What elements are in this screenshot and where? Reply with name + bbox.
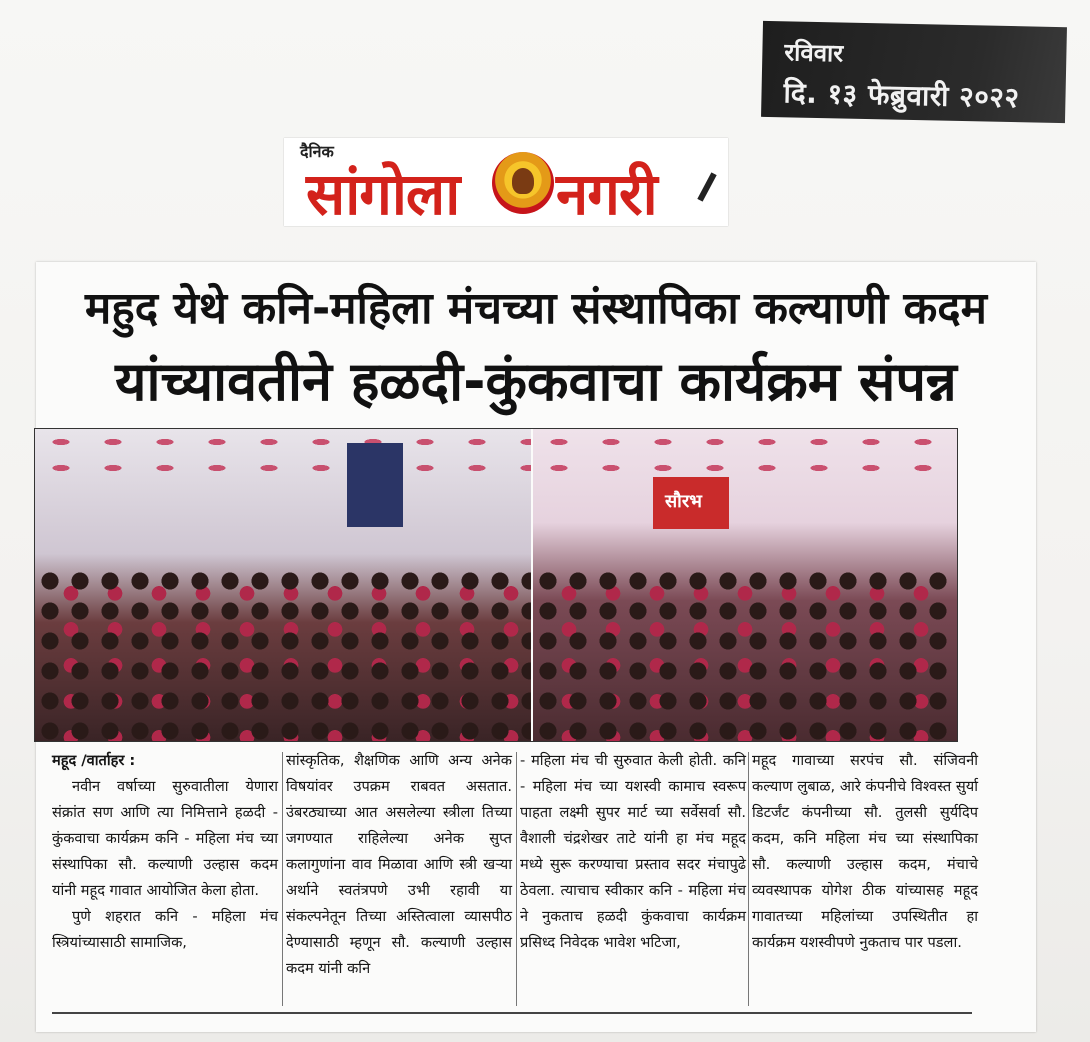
newspaper-masthead <box>284 138 728 226</box>
masthead-name-left: सांगोला <box>306 160 460 228</box>
article-column-4 <box>752 748 978 1010</box>
article-column-1 <box>52 748 278 1010</box>
article-paragraph: सांस्कृतिक, शैक्षणिक आणि अन्य अनेक विषयांवर उपक्रम राबवत असतात. उंबरठ्याच्या आत असलेल्या स्त्रीला तिच्या जगण्यात राहिलेल्या अनेक सुप्त कलागुणांना वाव मिळावा आणि स्त्री खऱ्या अर्थाने स्वतंत्रपणे उभी रहावी या संकल्पनेतून तिच्या अस्तित्वाला व्यासपीठ देण्यासाठी म्हणून सौ. कल्याणी उल्हास कदम यांनी कनि <box>286 752 512 977</box>
banner-text: सौरभ <box>665 491 702 512</box>
stage-banner <box>653 477 729 529</box>
article-paragraph: महूद गावाच्या सरपंच सौ. संजिवनी कल्याण लुबाळ, आरे कंपनीचे विश्वस्त सुर्या डिटर्जंट कंपनीच्या सौ. तुलसी सुर्यदिप कदम, कनि महिला मंच च्या संस्थापिका सौ. कल्याणी उल्हास कदम, मंचाचे व्यवस्थापक योगेश ठीक यांच्यासह महूद गावातच्या महिलांच्या उपस्थितीत हा कार्यक्रम यशस्वीपणे नुकताच पार पडला. <box>752 752 978 951</box>
article-dateline: महूद /वार्ताहर : <box>52 752 136 769</box>
photo-group-audience <box>533 429 957 741</box>
article-paragraph: नवीन वर्षाच्या सुरुवातीला येणारा संक्रांत सण आणि त्या निमित्ताने हळदी - कुंकवाचा कार्यक्रम कनि - महिला मंच च्या संस्थापिका सौ. कल्याणी उल्हास कदम यांनी महूद गावात आयोजित केला होता. <box>52 778 278 899</box>
date-day: रविवार <box>784 38 844 68</box>
article-column-3 <box>520 748 746 1010</box>
masthead-prefix: दैनिक <box>300 142 334 161</box>
article-body <box>52 748 978 1010</box>
bottom-rule <box>52 1012 972 1014</box>
date-box <box>761 21 1067 123</box>
date-full: दि. १३ फेब्रुवारी २०२२ <box>783 76 1020 115</box>
photo-stage-dance <box>35 429 531 741</box>
headline-line-1: महुद येथे कनि-महिला मंचच्या संस्थापिका कल्याणी कदम <box>85 283 987 334</box>
poster-image <box>347 443 403 527</box>
headline-line-2: यांच्यावतीने हळदी-कुंकवाचा कार्यक्रम संपन्न <box>115 350 957 413</box>
event-photos <box>34 428 958 742</box>
article-paragraph: पुणे शहरात कनि - महिला मंच स्त्रियांच्यासाठी सामाजिक, <box>52 908 278 951</box>
masthead-logo-icon <box>492 152 554 214</box>
article-column-2 <box>286 748 512 1010</box>
quill-icon <box>697 172 716 201</box>
masthead-name-right: नगरी <box>556 160 657 228</box>
article-paragraph: - महिला मंच ची सुरुवात केली होती. कनि - महिला मंच च्या यशस्वी कामाच स्वरूप पाहता लक्ष्मी सुपर मार्ट च्या सर्वेसर्वा सौ. वैशाली चंद्रशेखर ताटे यांनी हा मंच महूद मध्ये सुरू करण्याचा प्रस्ताव सदर मंचापुढे ठेवला. त्याचाच स्वीकार कनि - महिला मंच ने नुकताच हळदी कुंकवाचा कार्यक्रम प्रसिध्द निवेदक भावेश भटिजा, <box>520 752 746 951</box>
